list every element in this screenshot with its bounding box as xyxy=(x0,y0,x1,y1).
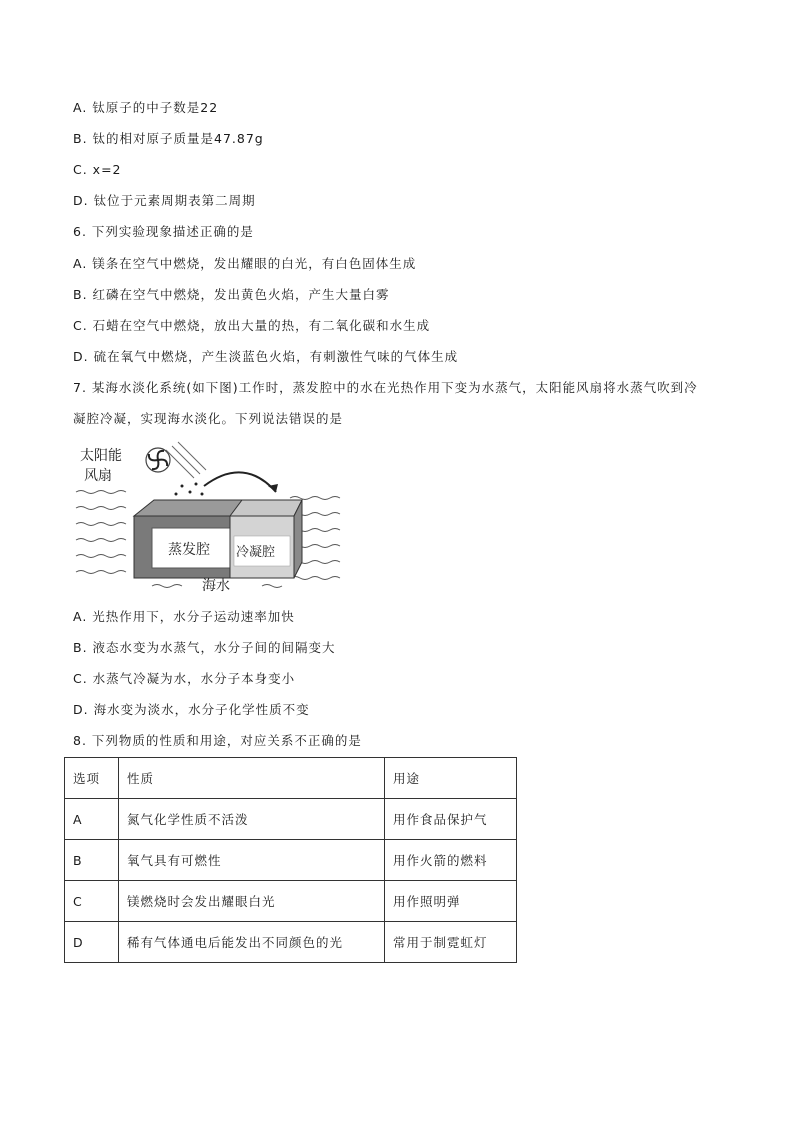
water-vapor-dots xyxy=(175,483,204,496)
q5-option-a: A. 钛原子的中子数是22 xyxy=(73,100,219,115)
table-row xyxy=(65,840,517,881)
q7-option-b: B. 液态水变为水蒸气，水分子间的间隔变大 xyxy=(73,640,336,655)
table-row xyxy=(65,799,517,840)
evaporation-chamber xyxy=(134,500,242,578)
desalination-diagram-svg xyxy=(72,440,342,592)
q5-option-d: D. 钛位于元素周期表第二周期 xyxy=(73,193,256,208)
desalination-diagram xyxy=(72,440,342,592)
fan-label-1: 太阳能 xyxy=(80,448,122,464)
q7-option-d: D. 海水变为淡水，水分子化学性质不变 xyxy=(73,702,310,717)
q7-stem-line1: 7. 某海水淡化系统(如下图)工作时，蒸发腔中的水在光热作用下变为水蒸气，太阳能风扇将水蒸气吹到冷 xyxy=(73,380,698,395)
header-use: 用途 xyxy=(385,758,517,799)
condensation-label: 冷凝腔 xyxy=(236,545,276,560)
q6-option-c: C. 石蜡在空气中燃烧，放出大量的热，有二氧化碳和水生成 xyxy=(73,318,431,333)
evaporation-label: 蒸发腔 xyxy=(168,542,210,558)
row-b-use: 用作火箭的燃料 xyxy=(385,840,517,881)
seawater-label: 海水 xyxy=(202,578,230,592)
row-d-use: 常用于制霓虹灯 xyxy=(385,922,517,963)
light-rays xyxy=(166,442,206,478)
table-row xyxy=(65,881,517,922)
row-c-option: C xyxy=(65,881,119,922)
vapor-flow-arrow xyxy=(204,472,276,492)
q7-option-a: A. 光热作用下，水分子运动速率加快 xyxy=(73,609,295,624)
row-b-option: B xyxy=(65,840,119,881)
q6-stem: 6. 下列实验现象描述正确的是 xyxy=(73,224,254,239)
q8-stem: 8. 下列物质的性质和用途，对应关系不正确的是 xyxy=(73,733,362,748)
q6-option-a: A. 镁条在空气中燃烧，发出耀眼的白光，有白色固体生成 xyxy=(73,256,417,271)
solar-fan-icon xyxy=(146,448,170,472)
header-option: 选项 xyxy=(65,758,119,799)
table-header-row xyxy=(65,758,517,799)
q6-option-b: B. 红磷在空气中燃烧，发出黄色火焰，产生大量白雾 xyxy=(73,287,390,302)
q8-table xyxy=(64,757,517,963)
row-c-property: 镁燃烧时会发出耀眼白光 xyxy=(119,881,385,922)
table-row xyxy=(65,922,517,963)
q7-stem-line2: 凝腔冷凝，实现海水淡化。下列说法错误的是 xyxy=(73,411,344,426)
condensation-chamber xyxy=(230,500,302,578)
header-property: 性质 xyxy=(119,758,385,799)
row-a-use: 用作食品保护气 xyxy=(385,799,517,840)
q5-option-b: B. 钛的相对原子质量是47.87g xyxy=(73,131,264,146)
fan-label-2: 风扇 xyxy=(84,468,112,484)
row-a-property: 氮气化学性质不活泼 xyxy=(119,799,385,840)
row-c-use: 用作照明弹 xyxy=(385,881,517,922)
q6-option-d: D. 硫在氧气中燃烧，产生淡蓝色火焰，有刺激性气味的气体生成 xyxy=(73,349,459,364)
q7-option-c: C. 水蒸气冷凝为水，水分子本身变小 xyxy=(73,671,296,686)
row-b-property: 氧气具有可燃性 xyxy=(119,840,385,881)
row-a-option: A xyxy=(65,799,119,840)
row-d-option: D xyxy=(65,922,119,963)
row-d-property: 稀有气体通电后能发出不同颜色的光 xyxy=(119,922,385,963)
q5-option-c: C. x=2 xyxy=(73,162,122,177)
